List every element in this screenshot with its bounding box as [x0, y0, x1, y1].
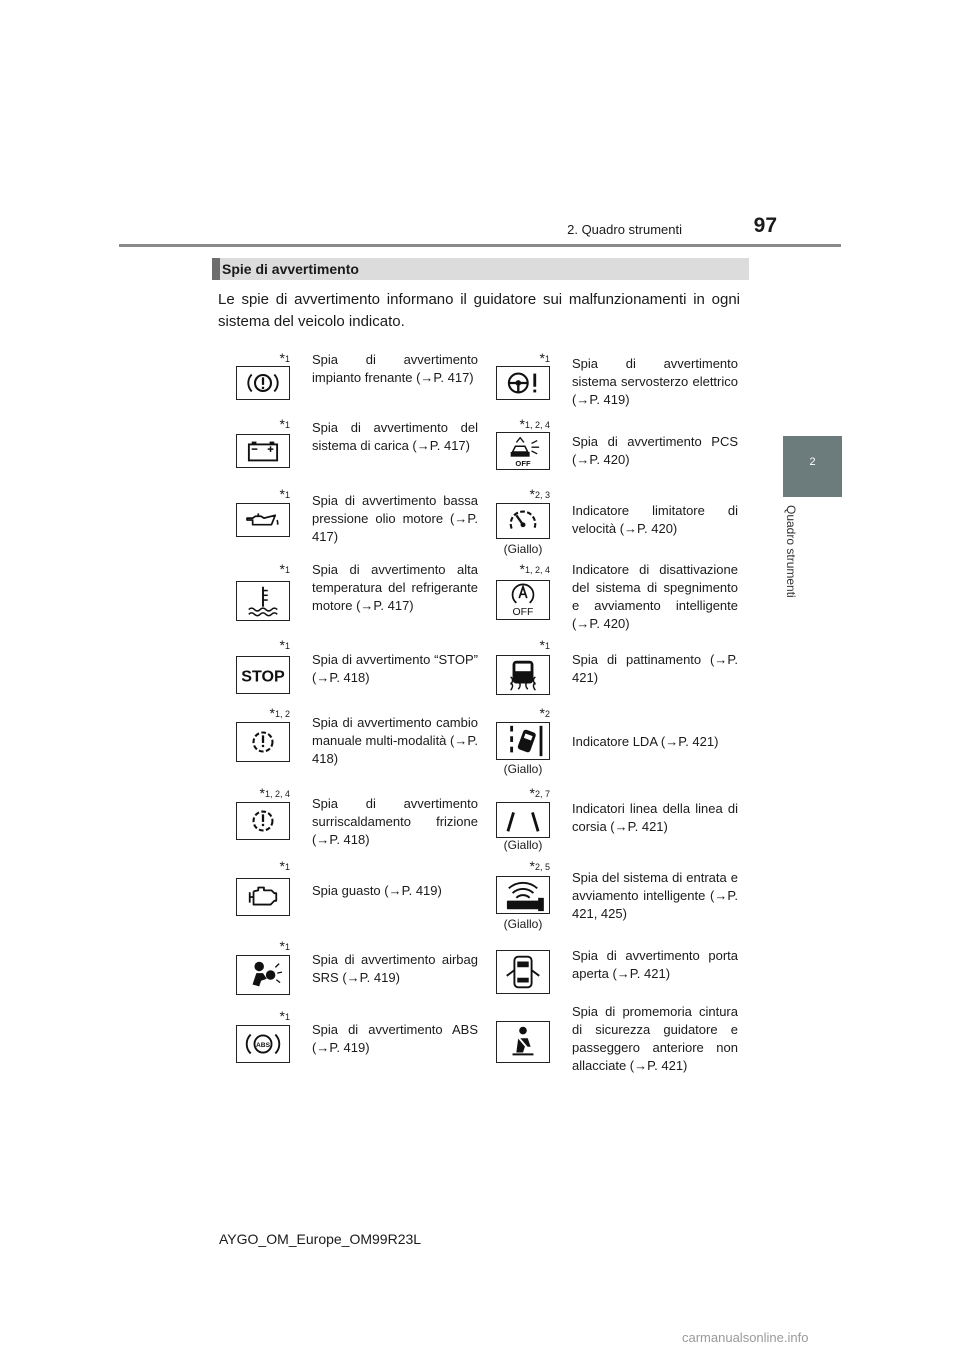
- warning-description: Spia di avvertimento porta aperta (→P. 421): [572, 948, 738, 981]
- footnote-mark: $*_{2, 7}$: [529, 785, 550, 801]
- coolant-temperature-icon: [236, 581, 290, 621]
- airbag-srs-icon: [236, 955, 290, 995]
- footnote-mark: $*_1$: [279, 350, 290, 366]
- footnote-mark: $*_1$: [279, 561, 290, 577]
- power-steering-icon: [496, 366, 550, 400]
- warning-description: Spia di avvertimento “STOP” (→P. 418): [312, 652, 478, 685]
- brake-warning-icon: [236, 366, 290, 400]
- footnote-mark: $*_1$: [279, 858, 290, 874]
- svg-text:ABS: ABS: [256, 1041, 270, 1049]
- warning-description: Indicatore LDA (→P. 421): [572, 734, 719, 749]
- footnote-mark: $*_1$: [539, 637, 550, 653]
- battery-charge-icon: [236, 434, 290, 468]
- warning-description: Spia di promemoria cintura di sicurezza guidatore e passeggero anteriore non allacciate (→P. 421): [572, 1004, 738, 1073]
- clutch-overheat-icon: [236, 802, 290, 840]
- smart-entry-key-icon: [496, 876, 550, 914]
- section-title: Spie di avvertimento: [222, 261, 359, 277]
- footnote-mark: $*_1$: [279, 938, 290, 954]
- running-header-section: 2. Quadro strumenti: [567, 222, 682, 237]
- footnote-mark: $*_{2, 3}$: [529, 486, 550, 502]
- abs-warning-icon: [236, 1025, 290, 1063]
- warning-description: Spia di avvertimento surriscaldamento frizione (→P. 418): [312, 796, 478, 847]
- door-open-icon: [496, 950, 550, 994]
- color-note: (Giallo): [503, 542, 543, 556]
- stop-start-off-icon: [496, 580, 550, 620]
- svg-text:OFF: OFF: [515, 459, 531, 469]
- footnote-mark: $*_2$: [539, 705, 550, 721]
- transmission-gear-icon: [236, 722, 290, 762]
- footnote-mark: $*_{1, 2, 4}$: [519, 561, 550, 577]
- footnote-mark: $*_1$: [279, 416, 290, 432]
- warning-description: Indicatore di disattivazione del sistema di spegnimento e avviamento intelligente (→P. 420): [572, 562, 738, 631]
- footnote-mark: $*_{1, 2, 4}$: [259, 785, 290, 801]
- warning-description: Spia di avvertimento impianto frenante (→P. 417): [312, 352, 478, 385]
- color-note: (Giallo): [503, 838, 543, 852]
- lda-indicator-icon: [496, 722, 550, 760]
- warning-description: Spia di avvertimento airbag SRS (→P. 419): [312, 952, 478, 985]
- warning-description: Spia di avvertimento sistema servosterzo elettrico (→P. 419): [572, 356, 738, 407]
- color-note: (Giallo): [503, 917, 543, 931]
- footnote-mark: $*_1$: [279, 637, 290, 653]
- svg-text:STOP: STOP: [241, 667, 285, 686]
- watermark-text: carmanualsonline.info: [682, 1330, 809, 1345]
- warning-description: Spia di pattinamento (→P. 421): [572, 652, 738, 685]
- document-code-footer: AYGO_OM_Europe_OM99R23L: [219, 1231, 422, 1247]
- warning-description: Spia di avvertimento PCS (→P. 420): [572, 434, 738, 467]
- oil-pressure-icon: [236, 503, 290, 537]
- warning-description: Indicatore limitatore di velocità (→P. 420): [572, 503, 738, 536]
- intro-paragraph: Le spie di avvertimento informano il guidatore sui malfunzionamenti in ogni sistema del veicolo indicato.: [218, 291, 740, 330]
- warning-description: Spia di avvertimento ABS (→P. 419): [312, 1022, 478, 1055]
- warning-description: Indicatori linea della linea di corsia (→P. 421): [572, 801, 738, 834]
- pcs-off-icon: [496, 432, 550, 470]
- warning-description: Spia di avvertimento alta temperatura del refrigerante motore (→P. 417): [312, 562, 478, 613]
- speed-limiter-icon: [496, 503, 550, 539]
- chapter-side-label: Quadro strumenti: [784, 505, 798, 598]
- warning-description: Spia di avvertimento cambio manuale multi-modalità (→P. 418): [312, 715, 478, 766]
- footnote-mark: $*_{2, 5}$: [529, 858, 550, 874]
- lane-lines-icon: [496, 802, 550, 838]
- footnote-mark: $*_1$: [539, 350, 550, 366]
- svg-text:OFF: OFF: [512, 607, 534, 619]
- warning-description: Spia di avvertimento del sistema di carica (→P. 417): [312, 420, 478, 453]
- footnote-mark: $*_{1, 2, 4}$: [519, 416, 550, 432]
- warning-description: Spia guasto (→P. 419): [312, 883, 442, 898]
- footnote-mark: $*_{1, 2}$: [269, 705, 290, 721]
- seatbelt-reminder-icon: [496, 1021, 550, 1063]
- header-rule: [119, 244, 841, 247]
- stop-warning-icon: [236, 656, 290, 694]
- footnote-mark: $*_1$: [279, 1008, 290, 1024]
- warning-description: Spia del sistema di entrata e avviamento intelligente (→P. 421, 425): [572, 870, 738, 921]
- check-engine-icon: [236, 878, 290, 916]
- footnote-mark: $*_1$: [279, 486, 290, 502]
- slip-indicator-icon: [496, 655, 550, 695]
- chapter-tab-number: 2: [809, 456, 816, 468]
- warning-description: Spia di avvertimento bassa pressione olio motore (→P. 417): [312, 493, 478, 544]
- color-note: (Giallo): [503, 762, 543, 776]
- chapter-tab-underline: [783, 495, 842, 497]
- page-number: 97: [753, 214, 777, 237]
